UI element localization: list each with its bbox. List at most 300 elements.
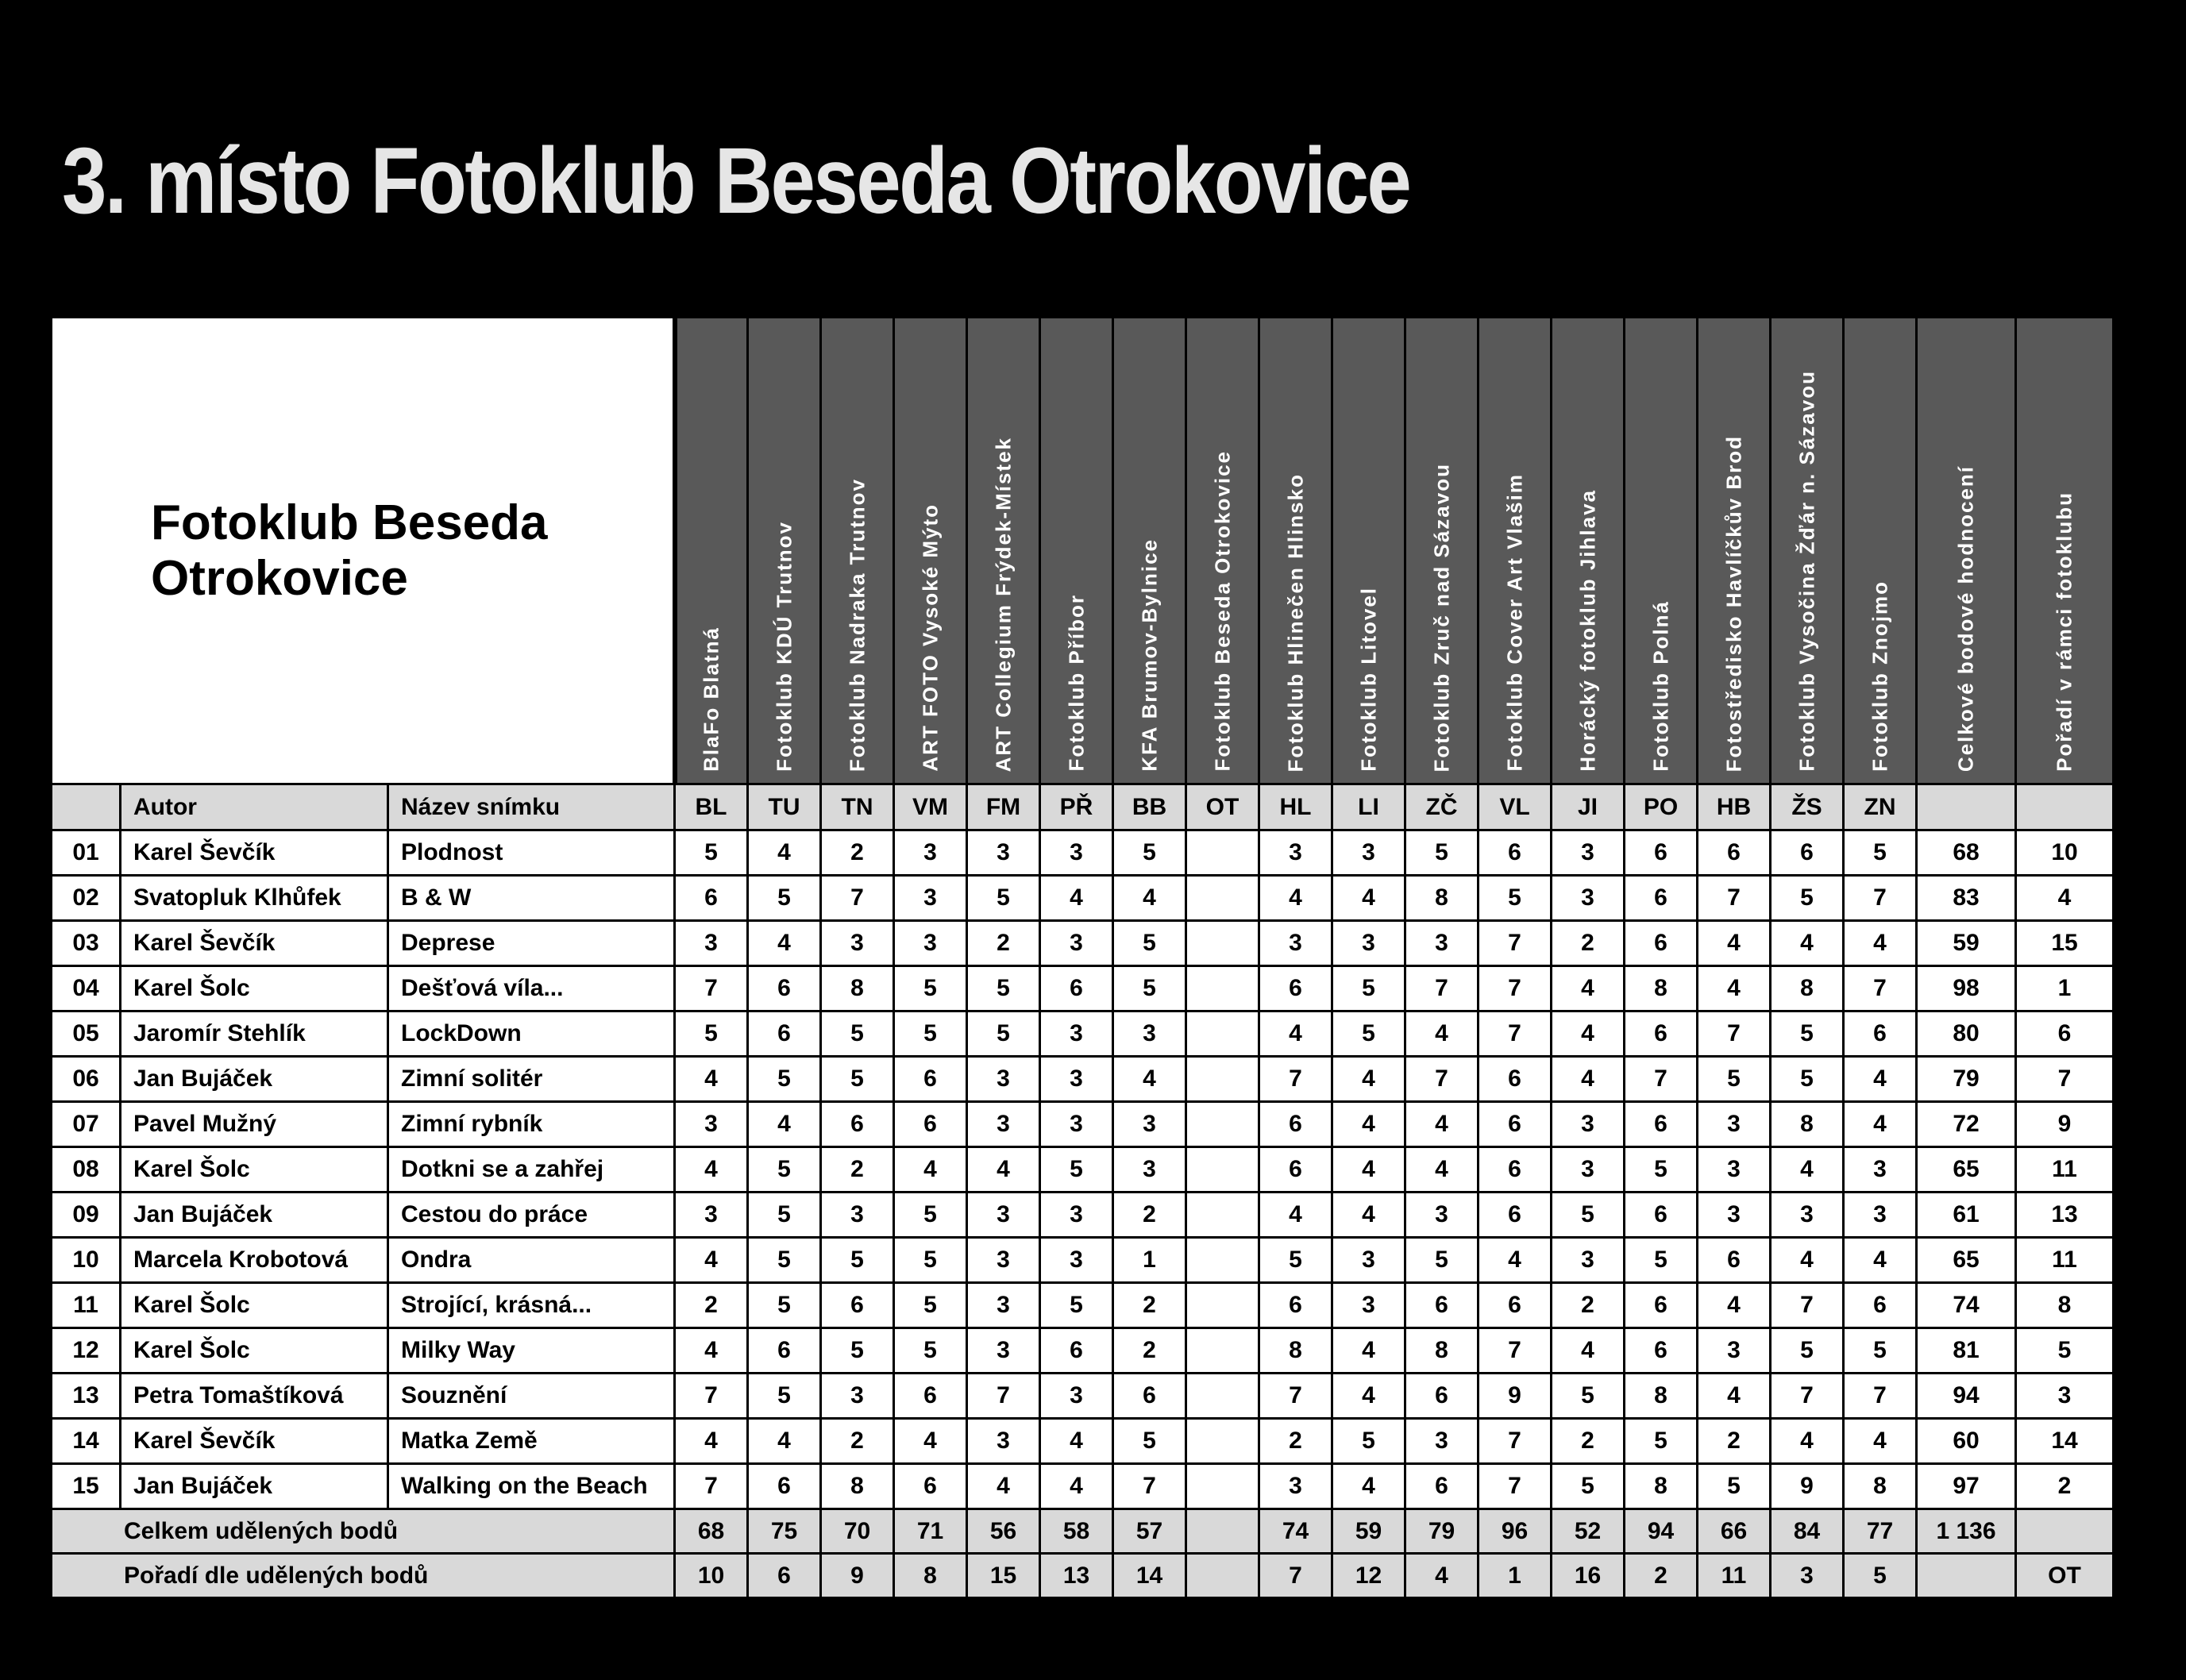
club-column-header xyxy=(1479,318,1552,784)
score-cell: 4 xyxy=(1552,1328,1625,1374)
scores-body xyxy=(52,830,2114,1509)
rank-abbr-blank xyxy=(2016,784,2114,830)
entry-total: 94 xyxy=(1917,1374,2016,1419)
score-cell xyxy=(1186,1328,1259,1374)
score-cell: 4 xyxy=(1552,1057,1625,1102)
score-cell: 3 xyxy=(1332,830,1405,876)
table-row xyxy=(52,921,2114,966)
points-cell: 58 xyxy=(1040,1509,1113,1554)
score-cell: 7 xyxy=(1479,966,1552,1011)
score-cell: 5 xyxy=(821,1057,894,1102)
score-cell: 2 xyxy=(1113,1328,1186,1374)
score-cell: 7 xyxy=(1479,1328,1552,1374)
score-cell: 6 xyxy=(1405,1374,1479,1419)
club-column-header xyxy=(1040,318,1113,784)
score-cell: 5 xyxy=(1113,1419,1186,1464)
score-cell: 4 xyxy=(1332,1147,1405,1193)
entry-number: 15 xyxy=(52,1464,121,1509)
score-cell: 2 xyxy=(1259,1419,1332,1464)
entry-total: 81 xyxy=(1917,1328,2016,1374)
rank-cell: 2 xyxy=(1625,1554,1698,1598)
entry-rank: 7 xyxy=(2016,1057,2114,1102)
score-cell: 5 xyxy=(1771,876,1844,921)
points-cell xyxy=(1186,1509,1259,1554)
score-cell: 8 xyxy=(1625,1464,1698,1509)
rank-cell: 5 xyxy=(1844,1554,1917,1598)
entry-author: Karel Šolc xyxy=(121,1283,388,1328)
score-cell: 5 xyxy=(967,1011,1040,1057)
score-cell: 8 xyxy=(1844,1464,1917,1509)
entry-rank: 5 xyxy=(2016,1328,2114,1374)
score-cell xyxy=(1186,966,1259,1011)
score-cell: 6 xyxy=(1625,921,1698,966)
club-column-label: Fotoklub Znojmo xyxy=(1868,580,1891,772)
score-cell: 3 xyxy=(1552,1102,1625,1147)
club-column-label: Fotoklub Hlinečen Hlinsko xyxy=(1283,472,1307,772)
score-cell: 6 xyxy=(1844,1011,1917,1057)
entry-title: Walking on the Beach xyxy=(388,1464,675,1509)
score-cell: 4 xyxy=(1844,1102,1917,1147)
entry-number: 02 xyxy=(52,876,121,921)
results-table xyxy=(50,316,2115,1599)
score-cell xyxy=(1186,1283,1259,1328)
score-cell: 5 xyxy=(1771,1328,1844,1374)
score-cell: 6 xyxy=(1479,1102,1552,1147)
rank-cell: 12 xyxy=(1332,1554,1405,1598)
score-cell: 4 xyxy=(675,1328,748,1374)
entry-number: 07 xyxy=(52,1102,121,1147)
entry-rank: 9 xyxy=(2016,1102,2114,1147)
score-cell: 5 xyxy=(1698,1057,1771,1102)
score-cell: 6 xyxy=(675,876,748,921)
score-cell: 3 xyxy=(821,921,894,966)
score-cell: 6 xyxy=(1113,1374,1186,1419)
score-cell: 6 xyxy=(1698,1238,1771,1283)
score-cell: 5 xyxy=(1552,1464,1625,1509)
score-cell: 8 xyxy=(821,1464,894,1509)
score-cell: 3 xyxy=(1259,1464,1332,1509)
club-column-header xyxy=(1113,318,1186,784)
score-cell: 4 xyxy=(1844,921,1917,966)
score-cell: 3 xyxy=(1259,830,1332,876)
score-cell: 4 xyxy=(1479,1238,1552,1283)
table-row xyxy=(52,1102,2114,1147)
score-cell: 4 xyxy=(1259,1193,1332,1238)
score-cell: 5 xyxy=(748,1238,821,1283)
score-cell: 4 xyxy=(748,1419,821,1464)
club-abbr: JI xyxy=(1552,784,1625,830)
table-row xyxy=(52,1238,2114,1283)
score-cell: 4 xyxy=(1332,1374,1405,1419)
score-cell: 4 xyxy=(1844,1419,1917,1464)
score-cell: 3 xyxy=(1698,1102,1771,1147)
score-cell: 3 xyxy=(1040,1193,1113,1238)
entry-total: 83 xyxy=(1917,876,2016,921)
score-cell: 5 xyxy=(1332,1011,1405,1057)
score-cell: 3 xyxy=(675,921,748,966)
score-cell: 2 xyxy=(675,1283,748,1328)
entry-total: 68 xyxy=(1917,830,2016,876)
score-cell: 5 xyxy=(1771,1057,1844,1102)
score-cell: 8 xyxy=(1771,1102,1844,1147)
score-cell: 5 xyxy=(1552,1374,1625,1419)
club-abbr: VL xyxy=(1479,784,1552,830)
entry-number: 09 xyxy=(52,1193,121,1238)
score-cell: 4 xyxy=(1844,1057,1917,1102)
entry-rank: 13 xyxy=(2016,1193,2114,1238)
score-cell: 3 xyxy=(1040,1102,1113,1147)
entry-number: 06 xyxy=(52,1057,121,1102)
club-column-label: Fotoklub Nadraka Trutnov xyxy=(845,477,869,772)
score-cell: 5 xyxy=(894,966,967,1011)
club-column-header xyxy=(1186,318,1259,784)
rank-cell: 16 xyxy=(1552,1554,1625,1598)
score-cell: 7 xyxy=(1259,1374,1332,1419)
score-cell: 5 xyxy=(1844,830,1917,876)
points-cell: 96 xyxy=(1479,1509,1552,1554)
score-cell: 6 xyxy=(1259,966,1332,1011)
rank-cell: 6 xyxy=(748,1554,821,1598)
score-cell: 5 xyxy=(1698,1464,1771,1509)
score-cell: 6 xyxy=(1479,1283,1552,1328)
table-row xyxy=(52,1419,2114,1464)
score-cell: 7 xyxy=(1698,876,1771,921)
rank-cell: 1 xyxy=(1479,1554,1552,1598)
score-cell: 3 xyxy=(1405,1419,1479,1464)
score-cell: 4 xyxy=(894,1147,967,1193)
score-cell: 5 xyxy=(894,1238,967,1283)
score-cell: 7 xyxy=(1259,1057,1332,1102)
score-cell: 3 xyxy=(967,1193,1040,1238)
score-cell: 3 xyxy=(1332,1283,1405,1328)
score-cell: 5 xyxy=(748,1374,821,1419)
ranks-row xyxy=(52,1554,2114,1598)
table-row xyxy=(52,830,2114,876)
table-row xyxy=(52,1283,2114,1328)
club-column-label: Fotoklub KDÚ Trutnov xyxy=(772,521,796,772)
score-cell: 4 xyxy=(1332,1057,1405,1102)
points-cell: 66 xyxy=(1698,1509,1771,1554)
score-cell: 3 xyxy=(967,1102,1040,1147)
score-cell: 3 xyxy=(1040,921,1113,966)
club-column-label: Fotoklub Vysočina Žďár n. Sázavou xyxy=(1795,370,1818,772)
score-cell: 5 xyxy=(1405,830,1479,876)
club-abbr: FM xyxy=(967,784,1040,830)
entry-number: 03 xyxy=(52,921,121,966)
entry-total: 98 xyxy=(1917,966,2016,1011)
entry-author: Jan Bujáček xyxy=(121,1464,388,1509)
score-cell: 3 xyxy=(1113,1147,1186,1193)
score-cell: 8 xyxy=(1625,1374,1698,1419)
score-cell: 6 xyxy=(748,1328,821,1374)
table-row xyxy=(52,876,2114,921)
table-row xyxy=(52,1057,2114,1102)
score-cell: 4 xyxy=(1405,1102,1479,1147)
club-column-label: Fotostředisko Havlíčkův Brod xyxy=(1721,434,1745,772)
score-cell: 4 xyxy=(1771,921,1844,966)
author-header: Autor xyxy=(121,784,388,830)
total-column-header xyxy=(1917,318,2016,784)
score-cell: 6 xyxy=(894,1102,967,1147)
score-cell: 4 xyxy=(1552,1011,1625,1057)
score-cell: 8 xyxy=(1625,966,1698,1011)
score-cell: 3 xyxy=(675,1193,748,1238)
entry-author: Karel Ševčík xyxy=(121,1419,388,1464)
score-cell: 6 xyxy=(1479,1147,1552,1193)
points-cell: 94 xyxy=(1625,1509,1698,1554)
score-cell: 6 xyxy=(1259,1283,1332,1328)
score-cell: 7 xyxy=(1698,1011,1771,1057)
score-cell: 7 xyxy=(1771,1374,1844,1419)
title-header: Název snímku xyxy=(388,784,675,830)
score-cell: 3 xyxy=(1332,1238,1405,1283)
score-cell: 6 xyxy=(1259,1102,1332,1147)
score-cell: 2 xyxy=(1552,921,1625,966)
score-cell: 4 xyxy=(1405,1147,1479,1193)
club-abbr: VM xyxy=(894,784,967,830)
score-cell: 3 xyxy=(894,830,967,876)
score-cell: 5 xyxy=(1113,921,1186,966)
rank-final: OT xyxy=(2016,1554,2114,1598)
score-cell: 4 xyxy=(1771,1238,1844,1283)
score-cell xyxy=(1186,1419,1259,1464)
score-cell: 6 xyxy=(1040,1328,1113,1374)
score-cell: 2 xyxy=(1552,1283,1625,1328)
entry-total: 79 xyxy=(1917,1057,2016,1102)
score-cell: 7 xyxy=(1844,876,1917,921)
score-cell: 3 xyxy=(1698,1328,1771,1374)
score-cell: 5 xyxy=(675,1011,748,1057)
score-cell: 3 xyxy=(1113,1011,1186,1057)
rank-cell: 8 xyxy=(894,1554,967,1598)
rank-column-header xyxy=(2016,318,2114,784)
rank-cell: 14 xyxy=(1113,1554,1186,1598)
score-cell: 5 xyxy=(967,966,1040,1011)
score-cell: 3 xyxy=(1552,1238,1625,1283)
score-cell: 6 xyxy=(1625,1283,1698,1328)
entry-rank: 2 xyxy=(2016,1464,2114,1509)
entry-author: Marcela Krobotová xyxy=(121,1238,388,1283)
score-cell: 6 xyxy=(894,1057,967,1102)
score-cell: 2 xyxy=(821,1147,894,1193)
score-cell: 3 xyxy=(1405,1193,1479,1238)
score-cell xyxy=(1186,1238,1259,1283)
score-cell: 3 xyxy=(1040,1374,1113,1419)
club-column-label: Fotoklub Příbor xyxy=(1064,594,1088,772)
score-cell: 3 xyxy=(1040,830,1113,876)
score-cell: 2 xyxy=(1698,1419,1771,1464)
club-abbr: BL xyxy=(675,784,748,830)
entry-total: 65 xyxy=(1917,1147,2016,1193)
entry-rank: 6 xyxy=(2016,1011,2114,1057)
score-cell: 4 xyxy=(1332,1193,1405,1238)
total-abbr-blank xyxy=(1917,784,2016,830)
table-row xyxy=(52,1464,2114,1509)
score-cell: 9 xyxy=(1771,1464,1844,1509)
club-abbr: TU xyxy=(748,784,821,830)
score-cell: 3 xyxy=(1405,921,1479,966)
score-cell: 2 xyxy=(1113,1193,1186,1238)
club-abbr: LI xyxy=(1332,784,1405,830)
number-header xyxy=(52,784,121,830)
club-column-label: ART FOTO Vysoké Mýto xyxy=(918,503,942,772)
entry-title: B & W xyxy=(388,876,675,921)
score-cell: 4 xyxy=(1405,1011,1479,1057)
club-abbr: ZČ xyxy=(1405,784,1479,830)
entry-number: 12 xyxy=(52,1328,121,1374)
entry-number: 13 xyxy=(52,1374,121,1419)
score-cell xyxy=(1186,1147,1259,1193)
score-cell: 5 xyxy=(1113,830,1186,876)
club-column-label: ART Collegium Frýdek-Místek xyxy=(991,436,1015,772)
score-cell: 7 xyxy=(1479,1464,1552,1509)
entry-title: Plodnost xyxy=(388,830,675,876)
club-column-label: Horácký fotoklub Jihlava xyxy=(1575,489,1599,772)
club-abbr: HB xyxy=(1698,784,1771,830)
score-cell: 6 xyxy=(821,1283,894,1328)
score-cell: 3 xyxy=(1552,830,1625,876)
score-cell: 3 xyxy=(1040,1238,1113,1283)
entry-number: 08 xyxy=(52,1147,121,1193)
points-cell: 77 xyxy=(1844,1509,1917,1554)
score-cell: 5 xyxy=(748,876,821,921)
entry-title: Deprese xyxy=(388,921,675,966)
score-cell: 3 xyxy=(1040,1011,1113,1057)
score-cell: 4 xyxy=(675,1147,748,1193)
score-cell: 5 xyxy=(1625,1238,1698,1283)
club-column-header xyxy=(1332,318,1405,784)
score-cell xyxy=(1186,1102,1259,1147)
score-cell: 3 xyxy=(1259,921,1332,966)
abbreviation-row xyxy=(52,784,2114,830)
score-cell: 6 xyxy=(748,1464,821,1509)
entry-title: Dešťová víla... xyxy=(388,966,675,1011)
score-cell: 4 xyxy=(1552,966,1625,1011)
score-cell: 4 xyxy=(1698,966,1771,1011)
rank-blank xyxy=(1917,1554,2016,1598)
rank-cell: 7 xyxy=(1259,1554,1332,1598)
club-abbr: PO xyxy=(1625,784,1698,830)
entry-number: 14 xyxy=(52,1419,121,1464)
score-cell: 7 xyxy=(1844,966,1917,1011)
club-column-label: KFA Brumov-Bylnice xyxy=(1137,538,1161,772)
entry-title: Dotkni se a zahřej xyxy=(388,1147,675,1193)
score-cell: 3 xyxy=(1552,1147,1625,1193)
points-cell: 57 xyxy=(1113,1509,1186,1554)
entry-total: 60 xyxy=(1917,1419,2016,1464)
score-cell: 7 xyxy=(1405,1057,1479,1102)
club-abbr: ZN xyxy=(1844,784,1917,830)
score-cell: 3 xyxy=(1844,1147,1917,1193)
entry-author: Jaromír Stehlík xyxy=(121,1011,388,1057)
rank-cell xyxy=(1186,1554,1259,1598)
points-cell: 79 xyxy=(1405,1509,1479,1554)
score-cell: 3 xyxy=(967,1328,1040,1374)
score-cell: 6 xyxy=(1625,1102,1698,1147)
score-cell: 6 xyxy=(1040,966,1113,1011)
score-cell: 6 xyxy=(1405,1464,1479,1509)
score-cell xyxy=(1186,876,1259,921)
score-cell: 7 xyxy=(1479,1011,1552,1057)
table-row xyxy=(52,966,2114,1011)
score-cell: 6 xyxy=(1625,1011,1698,1057)
score-cell: 5 xyxy=(748,1147,821,1193)
entry-rank: 15 xyxy=(2016,921,2114,966)
entry-number: 05 xyxy=(52,1011,121,1057)
points-label: Celkem udělených bodů xyxy=(52,1509,675,1554)
score-cell: 5 xyxy=(1332,1419,1405,1464)
score-cell: 4 xyxy=(967,1464,1040,1509)
entry-rank: 8 xyxy=(2016,1283,2114,1328)
entry-number: 10 xyxy=(52,1238,121,1283)
entry-rank: 10 xyxy=(2016,830,2114,876)
club-column-label: Fotoklub Beseda Otrokovice xyxy=(1210,450,1234,772)
score-cell: 7 xyxy=(675,1374,748,1419)
entry-title: LockDown xyxy=(388,1011,675,1057)
rank-column-label: Pořadí v rámci fotoklubu xyxy=(2052,491,2076,772)
score-cell: 4 xyxy=(967,1147,1040,1193)
entry-author: Svatopluk Klhůfek xyxy=(121,876,388,921)
score-cell: 5 xyxy=(1259,1238,1332,1283)
table-row xyxy=(52,1011,2114,1057)
entry-author: Jan Bujáček xyxy=(121,1193,388,1238)
club-column-label: Fotoklub Zruč nad Sázavou xyxy=(1429,462,1453,772)
club-column-label: Fotoklub Polná xyxy=(1648,600,1672,772)
points-total: 1 136 xyxy=(1917,1509,2016,1554)
score-cell: 8 xyxy=(1259,1328,1332,1374)
score-cell: 5 xyxy=(894,1193,967,1238)
club-column-header xyxy=(821,318,894,784)
score-cell: 2 xyxy=(1113,1283,1186,1328)
score-cell xyxy=(1186,1057,1259,1102)
score-cell: 5 xyxy=(675,830,748,876)
score-cell: 3 xyxy=(967,830,1040,876)
score-cell: 4 xyxy=(675,1238,748,1283)
points-cell: 68 xyxy=(675,1509,748,1554)
score-cell: 5 xyxy=(894,1283,967,1328)
score-cell: 7 xyxy=(1844,1374,1917,1419)
score-cell: 7 xyxy=(1479,921,1552,966)
score-cell: 5 xyxy=(1332,966,1405,1011)
entry-rank: 11 xyxy=(2016,1238,2114,1283)
score-cell: 7 xyxy=(675,966,748,1011)
score-cell: 6 xyxy=(1625,1328,1698,1374)
club-name: Fotoklub Beseda Otrokovice xyxy=(151,495,548,606)
score-cell xyxy=(1186,1464,1259,1509)
score-cell: 4 xyxy=(1771,1419,1844,1464)
entry-author: Karel Šolc xyxy=(121,1147,388,1193)
score-cell: 7 xyxy=(1405,966,1479,1011)
score-cell: 4 xyxy=(1698,1283,1771,1328)
score-cell: 4 xyxy=(748,830,821,876)
score-cell: 5 xyxy=(967,876,1040,921)
score-cell xyxy=(1186,1011,1259,1057)
score-cell: 5 xyxy=(1040,1283,1113,1328)
score-cell: 5 xyxy=(1479,876,1552,921)
score-cell: 5 xyxy=(1844,1328,1917,1374)
score-cell: 4 xyxy=(675,1419,748,1464)
club-column-header xyxy=(1625,318,1698,784)
points-blank xyxy=(2016,1509,2114,1554)
entry-author: Karel Šolc xyxy=(121,1328,388,1374)
entry-author: Karel Ševčík xyxy=(121,921,388,966)
score-cell: 4 xyxy=(1332,1328,1405,1374)
points-cell: 70 xyxy=(821,1509,894,1554)
score-cell: 3 xyxy=(967,1419,1040,1464)
score-cell: 8 xyxy=(1405,1328,1479,1374)
score-cell: 3 xyxy=(1844,1193,1917,1238)
table-row xyxy=(52,1147,2114,1193)
